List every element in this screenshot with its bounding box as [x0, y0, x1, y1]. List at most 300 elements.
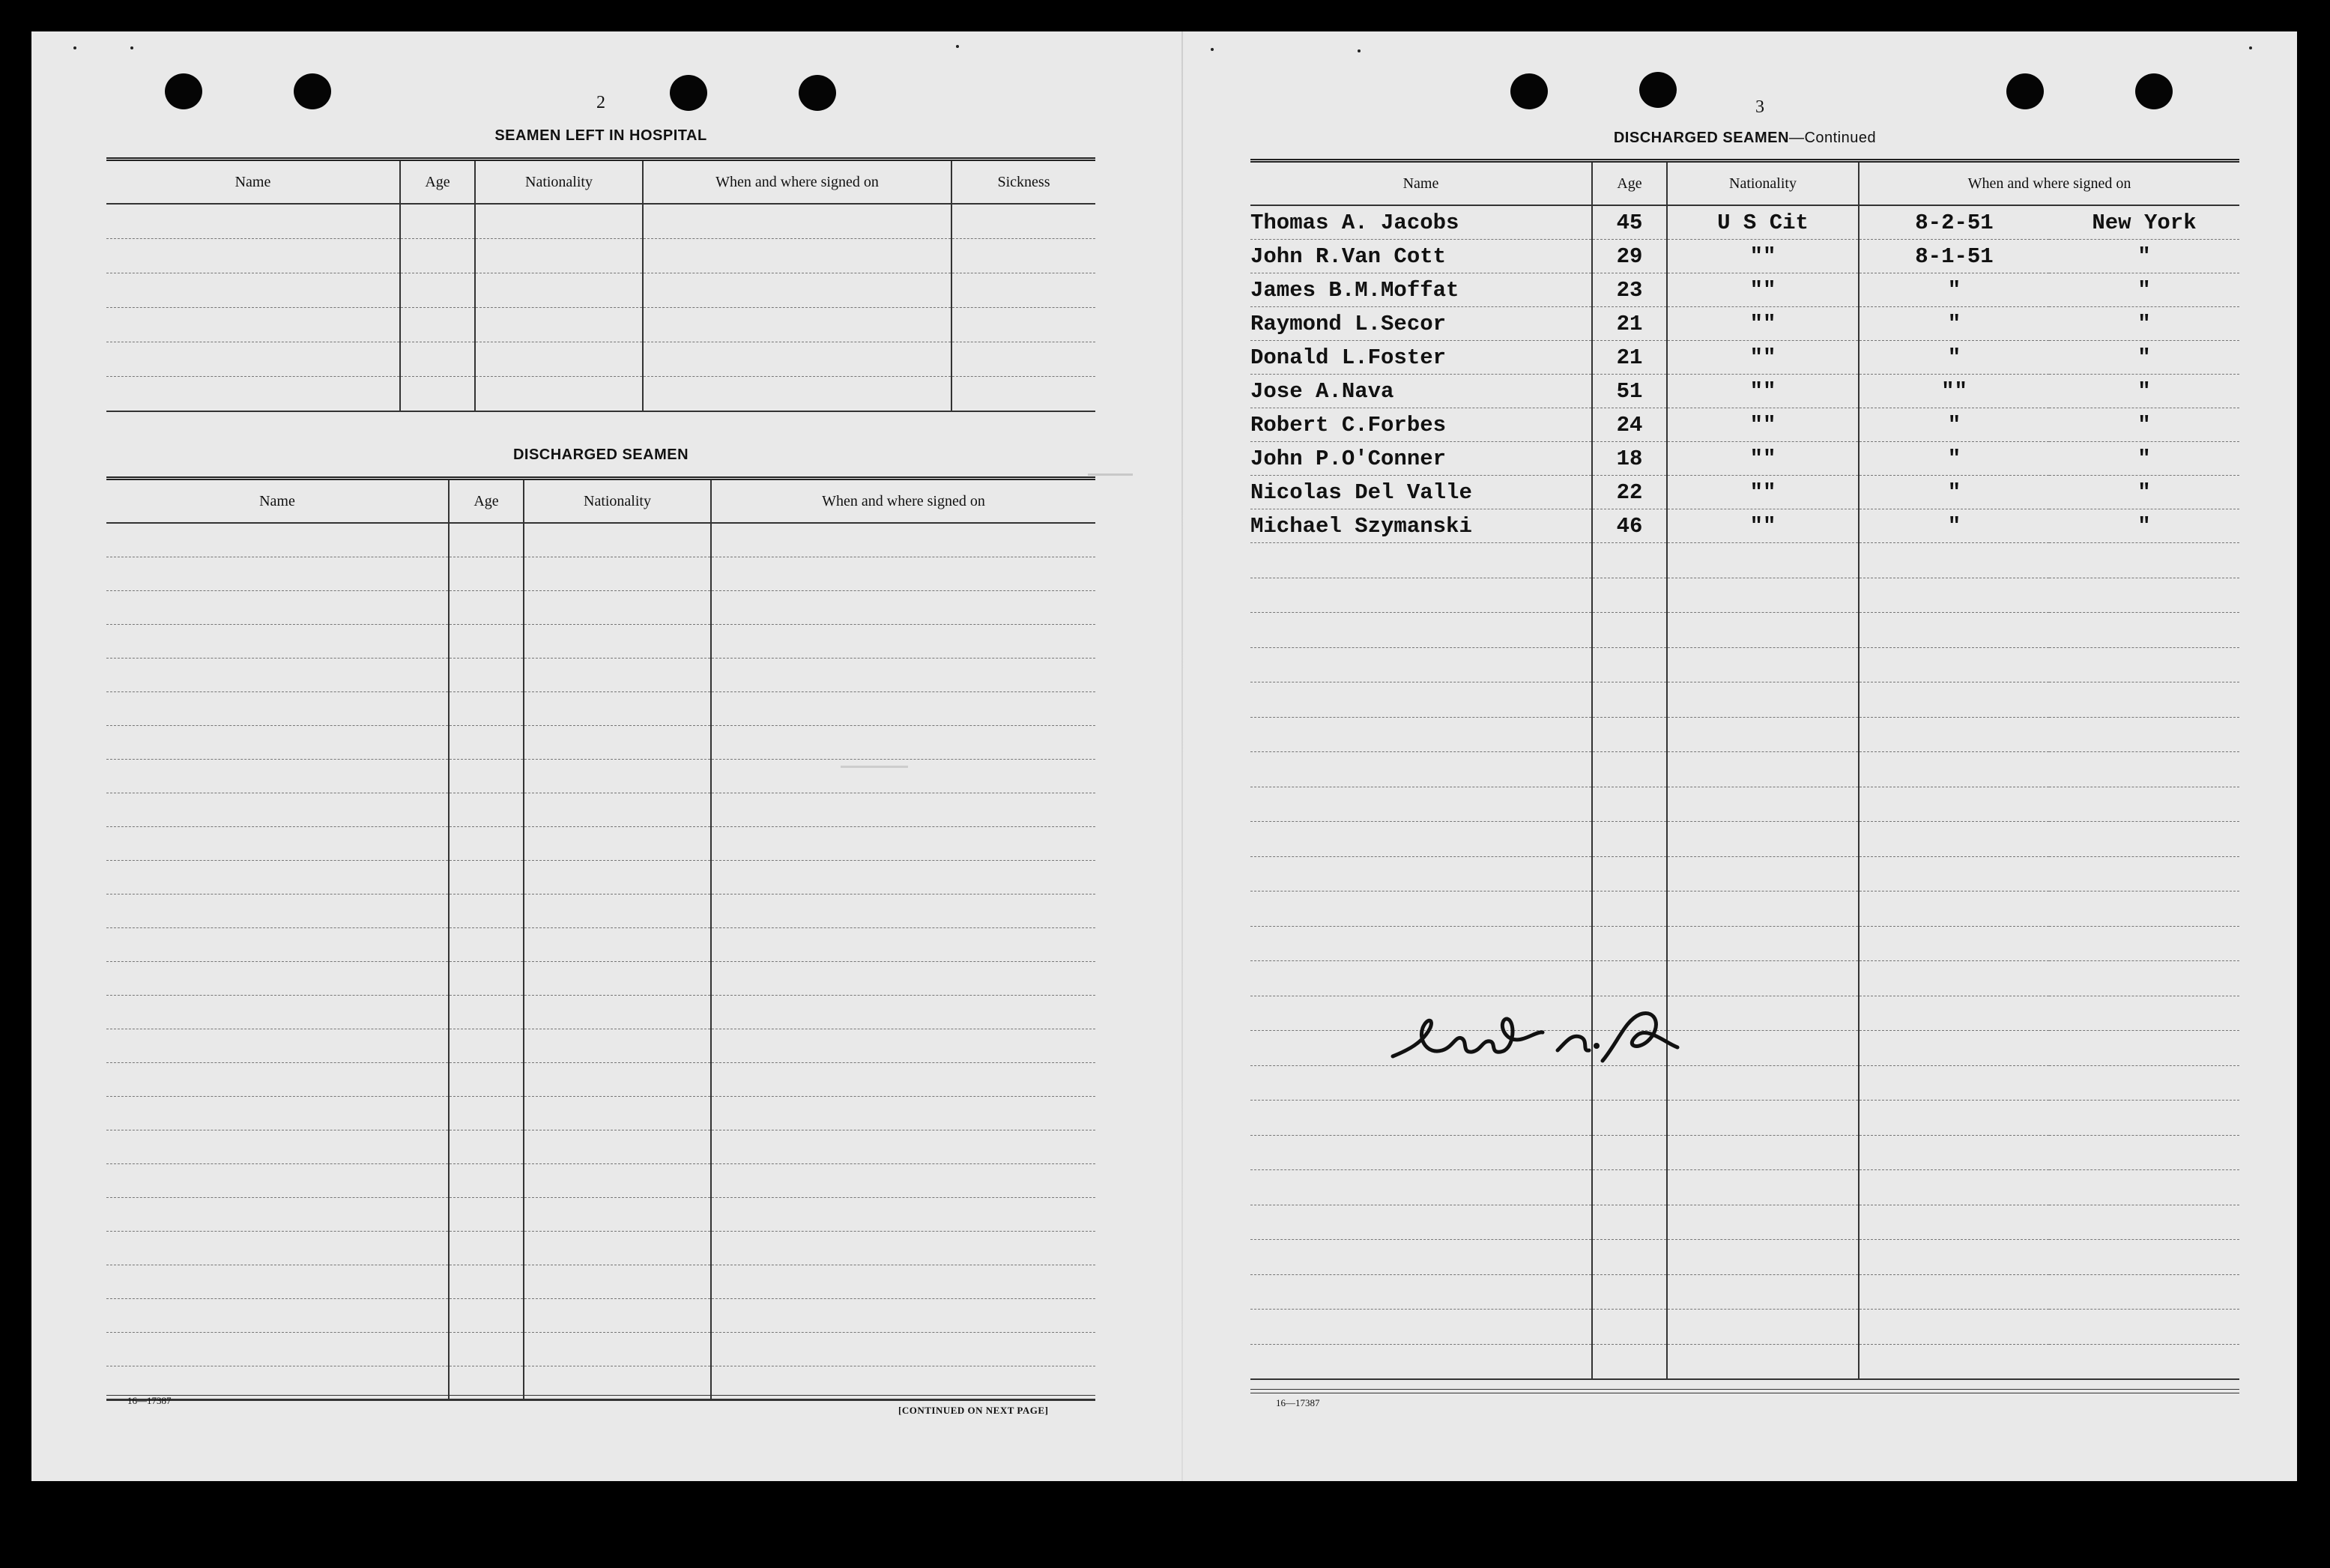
- blank-cell: [1592, 717, 1667, 752]
- blank-cell: [1592, 1240, 1667, 1275]
- signed-on-date: ": [1859, 273, 2049, 307]
- blank-cell: [1859, 613, 2049, 648]
- blank-cell: [106, 239, 400, 273]
- seaman-age: 51: [1592, 375, 1667, 408]
- blank-row: [106, 1097, 1095, 1130]
- blank-cell: [951, 273, 1095, 308]
- seaman-name: John P.O'Conner: [1250, 442, 1592, 476]
- blank-cell: [106, 793, 449, 827]
- blank-row: [1250, 892, 2239, 927]
- seaman-name: Thomas A. Jacobs: [1250, 205, 1592, 240]
- blank-cell: [2049, 1310, 2239, 1345]
- signed-on-date: "": [1859, 375, 2049, 408]
- blank-cell: [1859, 787, 2049, 822]
- blank-cell: [106, 308, 400, 342]
- blank-cell: [449, 895, 524, 928]
- blank-cell: [1250, 543, 1592, 578]
- blank-cell: [1592, 1344, 1667, 1379]
- signed-on-date: ": [1859, 476, 2049, 509]
- blank-cell: [2049, 996, 2239, 1031]
- blank-cell: [711, 591, 1095, 625]
- blank-cell: [1250, 1101, 1592, 1136]
- seaman-nationality: "": [1667, 273, 1859, 307]
- blank-cell: [1667, 1240, 1859, 1275]
- blank-row: [1250, 752, 2239, 787]
- blank-cell: [2049, 543, 2239, 578]
- blank-cell: [1250, 1170, 1592, 1205]
- blank-cell: [524, 996, 711, 1029]
- blank-cell: [2049, 1031, 2239, 1066]
- blank-cell: [1859, 1031, 2049, 1066]
- blank-cell: [449, 760, 524, 793]
- seaman-age: 29: [1592, 240, 1667, 273]
- blank-cell: [524, 726, 711, 760]
- blank-cell: [1667, 1135, 1859, 1170]
- blank-cell: [400, 239, 475, 273]
- discharged-section-heading: DISCHARGED SEAMEN: [512, 447, 689, 463]
- blank-cell: [2049, 856, 2239, 892]
- blank-row: [106, 557, 1095, 591]
- blank-row: [1250, 926, 2239, 961]
- blank-cell: [524, 1265, 711, 1299]
- seaman-age: 22: [1592, 476, 1667, 509]
- blank-row: [106, 1130, 1095, 1164]
- seaman-nationality: "": [1667, 375, 1859, 408]
- blank-cell: [711, 1198, 1095, 1232]
- blank-cell: [106, 1232, 449, 1265]
- blank-cell: [524, 1130, 711, 1164]
- blank-cell: [1592, 682, 1667, 718]
- blank-cell: [1667, 926, 1859, 961]
- blank-cell: [449, 625, 524, 659]
- seaman-nationality: "": [1667, 240, 1859, 273]
- blank-cell: [475, 273, 643, 308]
- seaman-age: 45: [1592, 205, 1667, 240]
- blank-row: [106, 273, 1095, 308]
- seaman-nationality: "": [1667, 509, 1859, 543]
- table-header-row: [1250, 161, 2239, 206]
- blank-cell: [524, 1029, 711, 1063]
- blank-cell: [106, 827, 449, 861]
- blank-cell: [106, 1198, 449, 1232]
- blank-cell: [2049, 647, 2239, 682]
- blank-cell: [400, 342, 475, 377]
- blank-cell: [711, 557, 1095, 591]
- blank-row: [106, 692, 1095, 726]
- blank-cell: [524, 1164, 711, 1198]
- blank-cell: [106, 1333, 449, 1366]
- blank-cell: [1667, 682, 1859, 718]
- blank-cell: [524, 625, 711, 659]
- column-header: Age: [449, 479, 524, 524]
- blank-cell: [106, 204, 400, 239]
- blank-cell: [449, 1097, 524, 1130]
- blank-cell: [1859, 752, 2049, 787]
- table-row: [1250, 375, 2239, 408]
- blank-cell: [1667, 1065, 1859, 1101]
- seaman-age: 24: [1592, 408, 1667, 442]
- blank-row: [106, 591, 1095, 625]
- blank-cell: [1667, 717, 1859, 752]
- table-row: [1250, 509, 2239, 543]
- blank-cell: [1250, 752, 1592, 787]
- blank-cell: [1859, 647, 2049, 682]
- blank-cell: [2049, 892, 2239, 927]
- seaman-age: 21: [1592, 341, 1667, 375]
- blank-row: [106, 962, 1095, 996]
- blank-cell: [1592, 961, 1667, 996]
- blank-row: [106, 895, 1095, 928]
- blank-cell: [449, 1130, 524, 1164]
- blank-cell: [475, 308, 643, 342]
- blank-cell: [1250, 961, 1592, 996]
- blank-cell: [524, 557, 711, 591]
- blank-cell: [1859, 717, 2049, 752]
- page-number: 3: [1755, 97, 1764, 117]
- blank-cell: [1592, 1310, 1667, 1345]
- column-header: Nationality: [1667, 161, 1859, 206]
- column-header: Nationality: [475, 160, 643, 205]
- signed-on-date: ": [1859, 307, 2049, 341]
- blank-row: [106, 827, 1095, 861]
- blank-cell: [711, 861, 1095, 895]
- blank-cell: [524, 1198, 711, 1232]
- blank-cell: [524, 895, 711, 928]
- blank-cell: [1859, 961, 2049, 996]
- blank-cell: [106, 692, 449, 726]
- blank-cell: [106, 861, 449, 895]
- blank-cell: [524, 692, 711, 726]
- blank-cell: [711, 659, 1095, 692]
- column-header: Sickness: [951, 160, 1095, 205]
- blank-cell: [1859, 1310, 2049, 1345]
- blank-cell: [1667, 892, 1859, 927]
- blank-row: [106, 1063, 1095, 1097]
- seaman-name: Robert C.Forbes: [1250, 408, 1592, 442]
- blank-cell: [1859, 1065, 2049, 1101]
- column-header: Age: [400, 160, 475, 205]
- seaman-name: Raymond L.Secor: [1250, 307, 1592, 341]
- blank-cell: [106, 659, 449, 692]
- blank-cell: [1859, 822, 2049, 857]
- blank-cell: [2049, 1135, 2239, 1170]
- blank-cell: [1667, 1310, 1859, 1345]
- blank-cell: [2049, 1205, 2239, 1240]
- blank-cell: [2049, 1065, 2239, 1101]
- blank-cell: [524, 1063, 711, 1097]
- blank-cell: [1667, 1344, 1859, 1379]
- blank-cell: [1592, 578, 1667, 613]
- table-row: [1250, 408, 2239, 442]
- blank-cell: [106, 1164, 449, 1198]
- blank-cell: [106, 1299, 449, 1333]
- column-header: Nationality: [524, 479, 711, 524]
- column-header: When and where signed on: [1859, 161, 2239, 206]
- blank-row: [106, 308, 1095, 342]
- blank-cell: [106, 591, 449, 625]
- discharged-continued-heading: [1250, 130, 2239, 147]
- blank-row: [1250, 1101, 2239, 1136]
- heading-continued: —Continued: [1788, 130, 1877, 146]
- blank-cell: [524, 591, 711, 625]
- signed-on-date: 8-2-51: [1859, 205, 2049, 240]
- blank-cell: [1859, 682, 2049, 718]
- seaman-age: 46: [1592, 509, 1667, 543]
- column-header: Name: [106, 479, 449, 524]
- column-header: Name: [1250, 161, 1592, 206]
- blank-cell: [1592, 613, 1667, 648]
- blank-cell: [1592, 926, 1667, 961]
- blank-cell: [711, 692, 1095, 726]
- blank-cell: [1592, 856, 1667, 892]
- blank-cell: [106, 557, 449, 591]
- blank-cell: [449, 692, 524, 726]
- blank-cell: [475, 204, 643, 239]
- blank-row: [106, 1299, 1095, 1333]
- blank-cell: [643, 342, 951, 377]
- blank-row: [1250, 1274, 2239, 1310]
- blank-row: [106, 1333, 1095, 1366]
- blank-cell: [711, 1130, 1095, 1164]
- table-row: [1250, 205, 2239, 240]
- blank-cell: [711, 793, 1095, 827]
- blank-cell: [951, 308, 1095, 342]
- blank-cell: [1667, 1205, 1859, 1240]
- blank-cell: [524, 1299, 711, 1333]
- blank-row: [106, 1232, 1095, 1265]
- blank-row: [106, 1164, 1095, 1198]
- blank-cell: [449, 557, 524, 591]
- signature: [1378, 998, 1692, 1080]
- blank-cell: [449, 793, 524, 827]
- blank-row: [1250, 961, 2239, 996]
- form-number: 16—17387: [127, 1395, 172, 1406]
- blank-cell: [1859, 1240, 2049, 1275]
- blank-cell: [2049, 787, 2239, 822]
- blank-cell: [524, 793, 711, 827]
- blank-cell: [449, 996, 524, 1029]
- blank-cell: [400, 308, 475, 342]
- blank-cell: [1592, 647, 1667, 682]
- blank-cell: [449, 962, 524, 996]
- blank-cell: [1859, 1344, 2049, 1379]
- blank-cell: [1592, 1274, 1667, 1310]
- blank-cell: [449, 726, 524, 760]
- blank-row: [106, 726, 1095, 760]
- blank-cell: [400, 377, 475, 412]
- blank-cell: [106, 523, 449, 557]
- seaman-name: Michael Szymanski: [1250, 509, 1592, 543]
- seaman-nationality: "": [1667, 442, 1859, 476]
- blank-cell: [2049, 752, 2239, 787]
- blank-row: [106, 760, 1095, 793]
- blank-cell: [449, 928, 524, 962]
- blank-cell: [2049, 717, 2239, 752]
- seaman-age: 18: [1592, 442, 1667, 476]
- blank-cell: [524, 1232, 711, 1265]
- blank-cell: [1859, 1135, 2049, 1170]
- blank-cell: [1859, 926, 2049, 961]
- blank-cell: [1667, 543, 1859, 578]
- blank-cell: [524, 523, 711, 557]
- blank-cell: [1592, 543, 1667, 578]
- blank-cell: [643, 308, 951, 342]
- blank-cell: [449, 1029, 524, 1063]
- blank-cell: [643, 273, 951, 308]
- seaman-name: Jose A.Nava: [1250, 375, 1592, 408]
- column-header: Name: [106, 160, 400, 205]
- blank-cell: [1250, 647, 1592, 682]
- blank-cell: [106, 377, 400, 412]
- blank-cell: [1859, 578, 2049, 613]
- signed-on-place: ": [2049, 476, 2239, 509]
- blank-row: [1250, 1135, 2239, 1170]
- blank-cell: [106, 273, 400, 308]
- seaman-name: John R.Van Cott: [1250, 240, 1592, 273]
- continued-note: [CONTINUED ON NEXT PAGE]: [898, 1405, 1049, 1416]
- blank-cell: [1250, 1135, 1592, 1170]
- blank-cell: [2049, 1274, 2239, 1310]
- blank-cell: [1667, 822, 1859, 857]
- blank-cell: [1592, 1101, 1667, 1136]
- blank-cell: [643, 377, 951, 412]
- blank-cell: [106, 1130, 449, 1164]
- blank-cell: [2049, 613, 2239, 648]
- blank-row: [1250, 1310, 2239, 1345]
- table-row: [1250, 442, 2239, 476]
- blank-cell: [106, 1265, 449, 1299]
- blank-row: [1250, 1344, 2239, 1379]
- blank-cell: [1250, 578, 1592, 613]
- hospital-table: [106, 157, 1095, 412]
- signed-on-place: ": [2049, 273, 2239, 307]
- blank-row: [1250, 578, 2239, 613]
- blank-row: [1250, 682, 2239, 718]
- blank-cell: [449, 1299, 524, 1333]
- blank-cell: [1667, 752, 1859, 787]
- blank-cell: [2049, 1240, 2239, 1275]
- blank-cell: [1250, 1344, 1592, 1379]
- blank-row: [1250, 543, 2239, 578]
- blank-cell: [524, 1097, 711, 1130]
- blank-cell: [1250, 682, 1592, 718]
- signed-on-date: ": [1859, 341, 2049, 375]
- blank-row: [106, 204, 1095, 239]
- blank-cell: [1667, 1274, 1859, 1310]
- blank-row: [1250, 717, 2239, 752]
- blank-cell: [951, 239, 1095, 273]
- blank-cell: [2049, 926, 2239, 961]
- column-header: When and where signed on: [711, 479, 1095, 524]
- blank-cell: [400, 273, 475, 308]
- blank-cell: [106, 895, 449, 928]
- blank-row: [106, 377, 1095, 412]
- bottom-rule: [106, 1395, 1095, 1399]
- blank-row: [106, 523, 1095, 557]
- blank-cell: [1250, 717, 1592, 752]
- signed-on-place: ": [2049, 509, 2239, 543]
- blank-cell: [449, 591, 524, 625]
- signed-on-date: ": [1859, 408, 2049, 442]
- blank-cell: [1859, 996, 2049, 1031]
- blank-cell: [106, 726, 449, 760]
- blank-cell: [711, 895, 1095, 928]
- blank-cell: [711, 760, 1095, 793]
- blank-cell: [1859, 1205, 2049, 1240]
- blank-cell: [711, 523, 1095, 557]
- seaman-nationality: "": [1667, 476, 1859, 509]
- blank-row: [1250, 613, 2239, 648]
- blank-cell: [1592, 1205, 1667, 1240]
- page-number: 2: [596, 93, 605, 112]
- blank-row: [1250, 856, 2239, 892]
- blank-cell: [106, 760, 449, 793]
- blank-cell: [1250, 822, 1592, 857]
- blank-cell: [711, 625, 1095, 659]
- blank-cell: [106, 1029, 449, 1063]
- signed-on-place: ": [2049, 408, 2239, 442]
- blank-cell: [524, 928, 711, 962]
- blank-cell: [106, 625, 449, 659]
- blank-row: [106, 861, 1095, 895]
- blank-cell: [2049, 1344, 2239, 1379]
- blank-cell: [524, 659, 711, 692]
- blank-cell: [1250, 1205, 1592, 1240]
- seaman-age: 23: [1592, 273, 1667, 307]
- right-page: [1183, 31, 2297, 1481]
- blank-cell: [1250, 787, 1592, 822]
- blank-cell: [449, 1164, 524, 1198]
- seaman-name: James B.M.Moffat: [1250, 273, 1592, 307]
- blank-cell: [106, 1097, 449, 1130]
- blank-cell: [711, 1097, 1095, 1130]
- blank-cell: [449, 861, 524, 895]
- blank-cell: [1592, 787, 1667, 822]
- seaman-nationality: U S Cit: [1667, 205, 1859, 240]
- blank-cell: [524, 1333, 711, 1366]
- blank-cell: [106, 928, 449, 962]
- blank-cell: [524, 760, 711, 793]
- blank-cell: [1250, 926, 1592, 961]
- blank-cell: [449, 1232, 524, 1265]
- blank-cell: [711, 928, 1095, 962]
- blank-cell: [449, 1063, 524, 1097]
- table-row: [1250, 341, 2239, 375]
- column-header: Age: [1592, 161, 1667, 206]
- blank-cell: [711, 726, 1095, 760]
- heading-main: DISCHARGED SEAMEN: [1613, 130, 1789, 146]
- blank-cell: [1859, 1170, 2049, 1205]
- table-header-row: [106, 479, 1095, 524]
- blank-row: [1250, 1240, 2239, 1275]
- blank-row: [106, 625, 1095, 659]
- blank-cell: [711, 827, 1095, 861]
- blank-cell: [711, 1164, 1095, 1198]
- blank-cell: [1667, 578, 1859, 613]
- blank-cell: [106, 996, 449, 1029]
- blank-cell: [524, 962, 711, 996]
- blank-cell: [449, 659, 524, 692]
- blank-cell: [711, 1333, 1095, 1366]
- blank-cell: [711, 1299, 1095, 1333]
- blank-cell: [1667, 787, 1859, 822]
- blank-row: [106, 659, 1095, 692]
- blank-cell: [2049, 961, 2239, 996]
- blank-cell: [1667, 996, 1859, 1031]
- signed-on-place: ": [2049, 341, 2239, 375]
- table-row: [1250, 240, 2239, 273]
- blank-row: [106, 928, 1095, 962]
